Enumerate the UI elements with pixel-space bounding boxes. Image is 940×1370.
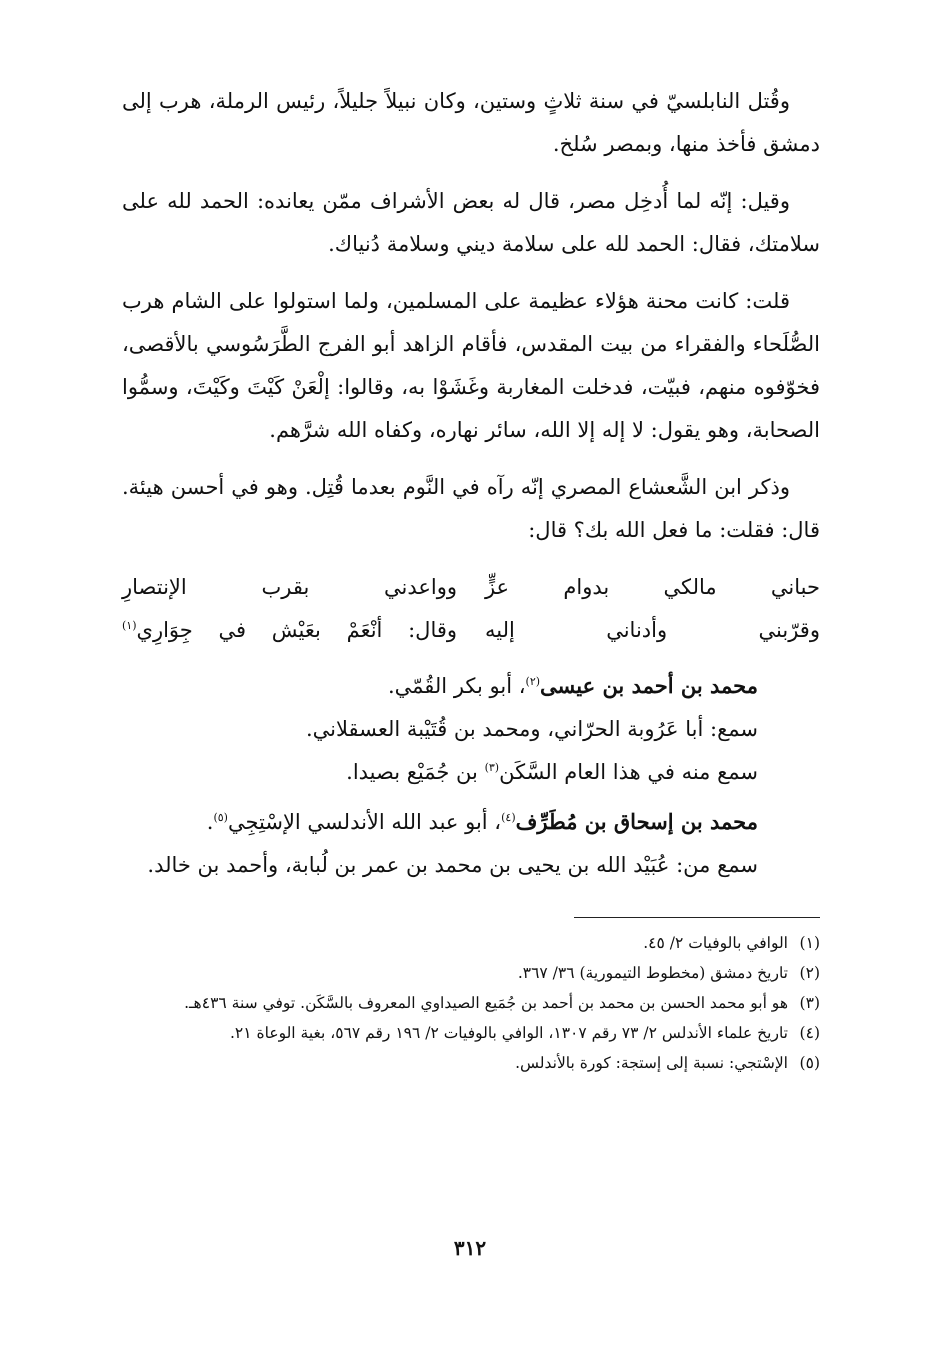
footnote-ref: (٤) [501,811,516,824]
footnote [122,958,820,988]
footnote-number: (٤) [799,1024,820,1042]
poem-hemistich: حباني مالكي بدوام عزٍّ [484,575,820,599]
poem [122,566,820,652]
footnote-separator [574,917,820,918]
entry-line: سمع: أبا عَرُوبة الحرّاني، ومحمد بن قُتَيْبة العسقلاني. [305,717,758,741]
poem-hemistich-text: وقال: أنْعَمْ بعَيْش في جِوَارِي [136,618,458,642]
footnote-number: (٣) [799,994,820,1012]
footnote-text: تاريخ دمشق (مخطوط التيمورية) ٣٦/ ٣٦٧. [517,964,788,982]
paragraph [122,466,820,552]
footnote-number: (٥) [799,1054,820,1072]
entry-name: محمد بن أحمد بن عيسى [540,673,758,698]
footnote [122,1048,820,1078]
biography-entry [122,800,820,844]
footnote [122,988,820,1018]
page-body [122,80,820,1078]
footnote-text: الإسْتجي: نسبة إلى إستجة: كورة بالأندلس. [515,1054,788,1072]
entry-line [122,751,758,794]
footnote [122,928,820,958]
entry-kunya: ، أبو بكر القُمّي. [387,674,526,698]
footnote-ref: (٣) [484,761,500,774]
footnote-ref: (٢) [525,675,541,688]
paragraph [122,180,820,266]
biography-entry [122,664,820,794]
footnote-text: تاريخ علماء الأندلس ٢/ ٧٣ رقم ١٣٠٧، الوافي بالوفيات ٢/ ١٩٦ رقم ٥٦٧، بغية الوعاة ٢١. [229,1024,788,1042]
entry-name: محمد بن إسحاق بن مُطَرِّف [515,809,758,834]
footnote-ref: (٥) [213,811,228,824]
entry-heading [122,664,758,708]
poem-hemistich: وواعدني بقرب الإنتصارِ [122,575,458,599]
paragraph [122,280,820,452]
entry-body: سمع من: عُبَيْد الله بن يحيى بن محمد بن عمر بن لُبابة، وأحمد بن خالد. [147,853,758,877]
entry-heading-end: . [206,810,214,834]
paragraph-text: وذكر ابن الشَّعشاع المصري إنّه رآه في النَّوم بعدما قُتِل. وهو في أحسن هيئة. قال: فقلت: ما فعل الله بك؟ قال: [122,475,820,542]
entry-kunya: ، أبو عبد الله الأندلسي الإسْتِجِي [227,810,502,834]
poem-hemistich: وقرّبني وأدناني إليه [484,618,820,642]
poem-hemistich [122,609,457,652]
footnote-text: هو أبو محمد الحسن بن محمد بن أحمد بن جُمَيع الصيداوي المعروف بالسَّكَن. توفي سنة ٤٣٦هـ. [184,994,788,1012]
paragraph-text: قلت: كانت محنة هؤلاء عظيمة على المسلمين، ولما استولوا على الشام هرب الصُّلَحاء والفقراء من بيت المقدس، فأقام الزاهد أبو الفرج الطَّرَسُوسي بالأقصى، فخوّفوه منهم، فبيّت، فدخلت المغاربة وغَشَوْا به، وقالوا: إلْعَنْ كَيْتَ وكَيْتَ، وسمُّوا الصحابة، وهو يقول: لا إله إلا الله، سائر نهاره، وكفاه الله شرَّهم. [122,289,820,442]
poem-verse [122,609,820,652]
footnote-ref: (١) [122,619,137,632]
paragraph [122,80,820,166]
footnote-text: الوافي بالوفيات ٢/ ٤٥. [643,934,788,952]
footnote-number: (١) [799,934,820,952]
footnote [122,1018,820,1048]
paragraph-text: وقُتل النابلسيّ في سنة ثلاثٍ وستين، وكان نبيلاً جليلاً، رئيس الرملة، هرب إلى دمشق فأخذ منها، وبمصر سُلخ. [122,89,820,156]
entry-heading [122,800,758,844]
paragraph-text: وقيل: إنّه لما أُدخِل مصر، قال له بعض الأشراف ممّن يعانده: الحمد لله على سلامتك، فقال: الحمد لله على سلامة ديني وسلامة دُنياك. [122,189,820,256]
entry-line-text: بن جُمَيْع بصيدا. [346,760,485,784]
entry-line-text: سمع منه في هذا العام السَّكَن [499,760,758,784]
footnote-number: (٢) [799,964,820,982]
page-number: ٣١٢ [453,1236,487,1260]
poem-verse [122,566,820,609]
footnotes [122,928,820,1078]
